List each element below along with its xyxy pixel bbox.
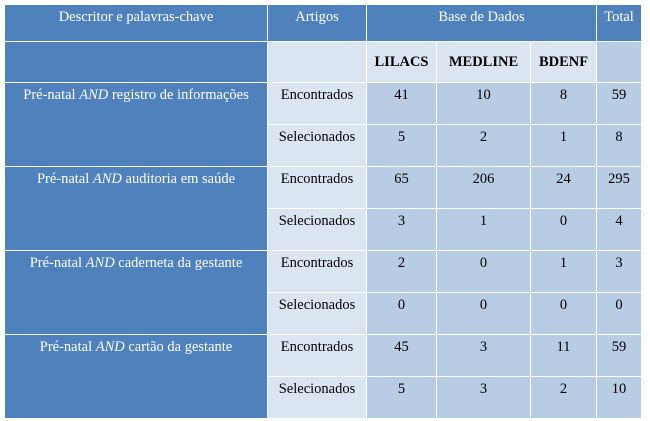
lilacs-value-cell: 45: [367, 335, 437, 377]
articles-header: Artigos: [268, 5, 367, 42]
bdenf-value-cell: 1: [531, 251, 597, 293]
bdenf-value-cell: 11: [531, 335, 597, 377]
lilacs-value-cell: 5: [367, 125, 437, 167]
descriptor-cell: [5, 83, 268, 167]
descriptor-prefix: Pré-natal: [36, 171, 93, 187]
total-header-blank: [597, 42, 642, 83]
table-row: [5, 167, 642, 209]
lilacs-value-cell: 65: [367, 167, 437, 209]
lilacs-value-cell: 2: [367, 251, 437, 293]
boolean-operator: AND: [92, 171, 122, 187]
article-type-cell: Encontrados: [268, 167, 367, 209]
total-value-cell: 59: [597, 335, 642, 377]
db-bdenf-header: BDENF: [531, 42, 597, 83]
medline-value-cell: 0: [437, 251, 531, 293]
descriptor-header-blank: [5, 42, 268, 83]
descriptor-cell: [5, 251, 268, 335]
descriptor-suffix: caderneta da gestante: [114, 255, 243, 271]
article-type-cell: Selecionados: [268, 125, 367, 167]
descriptor-prefix: Pré-natal: [29, 255, 86, 271]
descriptor-prefix: Pré-natal: [23, 87, 80, 103]
articles-header-blank: [268, 42, 367, 83]
table-row: [5, 83, 642, 125]
medline-value-cell: 206: [437, 167, 531, 209]
medline-value-cell: 10: [437, 83, 531, 125]
total-value-cell: 295: [597, 167, 642, 209]
lilacs-value-cell: 3: [367, 209, 437, 251]
boolean-operator: AND: [95, 339, 125, 355]
descriptor-prefix: Pré-natal: [39, 339, 96, 355]
medline-value-cell: 3: [437, 377, 531, 419]
boolean-operator: AND: [79, 87, 109, 103]
table-row: [5, 251, 642, 293]
total-value-cell: 8: [597, 125, 642, 167]
lilacs-value-cell: 5: [367, 377, 437, 419]
bdenf-value-cell: 0: [531, 293, 597, 335]
descriptor-cell: [5, 335, 268, 419]
article-type-cell: Encontrados: [268, 335, 367, 377]
total-value-cell: 4: [597, 209, 642, 251]
medline-value-cell: 2: [437, 125, 531, 167]
article-type-cell: Selecionados: [268, 377, 367, 419]
databases-header: Base de Dados: [367, 5, 597, 42]
total-value-cell: 3: [597, 251, 642, 293]
total-header: Total: [597, 5, 642, 42]
descriptor-suffix: registro de informações: [108, 87, 249, 103]
total-value-cell: 0: [597, 293, 642, 335]
total-value-cell: 59: [597, 83, 642, 125]
results-table: [4, 4, 642, 419]
db-lilacs-header: LILACS: [367, 42, 437, 83]
medline-value-cell: 0: [437, 293, 531, 335]
bdenf-value-cell: 1: [531, 125, 597, 167]
article-type-cell: Encontrados: [268, 251, 367, 293]
descriptor-suffix: cartão da gestante: [124, 339, 233, 355]
lilacs-value-cell: 0: [367, 293, 437, 335]
medline-value-cell: 3: [437, 335, 531, 377]
db-medline-header: MEDLINE: [437, 42, 531, 83]
bdenf-value-cell: 0: [531, 209, 597, 251]
descriptor-header: Descritor e palavras-chave: [5, 5, 268, 42]
total-value-cell: 10: [597, 377, 642, 419]
boolean-operator: AND: [85, 255, 115, 271]
descriptor-cell: [5, 167, 268, 251]
table-row: [5, 335, 642, 377]
bdenf-value-cell: 24: [531, 167, 597, 209]
bdenf-value-cell: 8: [531, 83, 597, 125]
article-type-cell: Encontrados: [268, 83, 367, 125]
bdenf-value-cell: 2: [531, 377, 597, 419]
descriptor-suffix: auditoria em saúde: [121, 171, 236, 187]
lilacs-value-cell: 41: [367, 83, 437, 125]
article-type-cell: Selecionados: [268, 209, 367, 251]
medline-value-cell: 1: [437, 209, 531, 251]
article-type-cell: Selecionados: [268, 293, 367, 335]
